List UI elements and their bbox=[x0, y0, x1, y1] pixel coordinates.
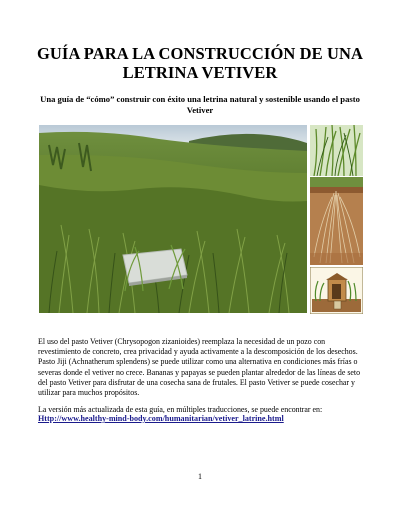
document-title: GUÍA PARA LA CONSTRUCCIÓN DE UNA LETRINA VETIVER bbox=[36, 44, 364, 82]
latrine-illustration bbox=[310, 267, 363, 314]
document-subtitle: Una guía de “cómo” construir con éxito una letrina natural y sostenible usando el pasto Vetiver bbox=[40, 94, 360, 115]
vetiver-grass-photo bbox=[310, 125, 363, 176]
hillside-vetiver-photo bbox=[39, 125, 307, 313]
body-paragraph: El uso del pasto Vetiver (Chrysopogon zizanioides) reemplaza la necesidad de un pozo con revestimiento de concreto, crea privacidad y ayuda activamente a la descomposición de los desechos. Pasto Jiji (Achnatherum splendens) se puede utilizar como una alternativa en condiciones más frías o severas donde el vetiver no crece. Bananas y papayas se pueden plantar alrededor de las líneas de seto del pasto Vetiver para disfrutar de una cosecha sana de frutales. El pasto Vetiver se puede cosechar y utilizar para muchos propósitos. bbox=[38, 337, 361, 398]
vetiver-roots-photo bbox=[310, 177, 363, 265]
page-number: 1 bbox=[198, 472, 202, 481]
side-photo-column bbox=[310, 125, 363, 314]
latest-version-note: La versión más actualizada de esta guía, en múltiples traducciones, se puede encontrar en: bbox=[38, 405, 323, 414]
guide-url-link[interactable]: Http://www.healthy-mind-body.com/humanitarian/vetiver_latrine.html bbox=[38, 414, 284, 423]
